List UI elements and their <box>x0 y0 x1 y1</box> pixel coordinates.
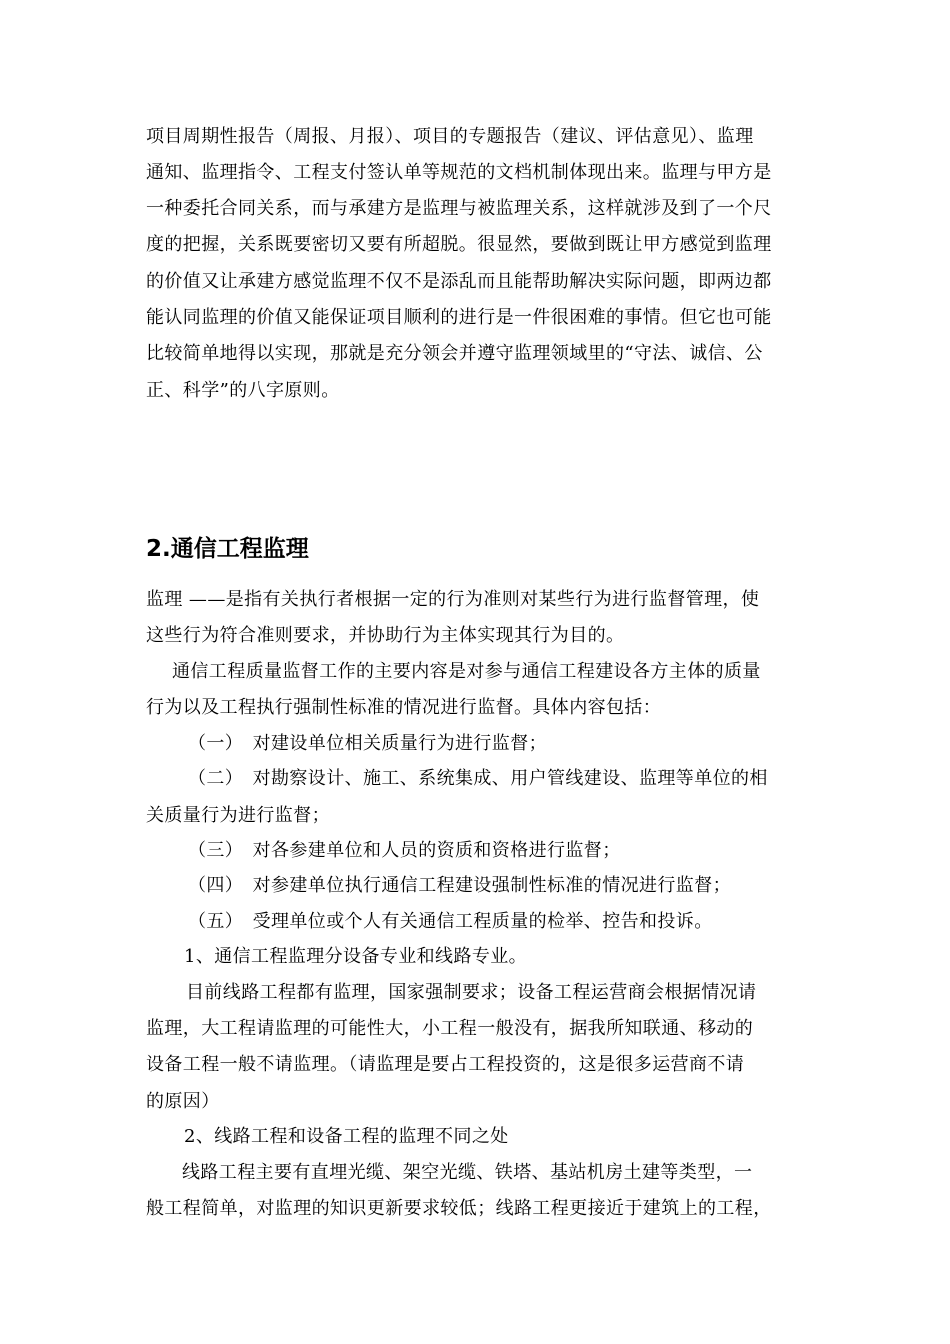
paragraph-line: 关质量行为进行监督； <box>146 805 330 826</box>
paragraph-line: 项目周期性报告（周报、月报）、项目的专题报告（建议、评估意见）、监理 <box>146 126 754 147</box>
paragraph-line: 的原因） <box>146 1091 220 1112</box>
paragraph-line: 监理，大工程请监理的可能性大，小工程一般没有，据我所知联通、移动的 <box>146 1018 754 1039</box>
paragraph-line: 能认同监理的价值又能保证项目顺利的进行是一件很困难的事情。但它也可能 <box>146 307 772 328</box>
paragraph-line: 行为以及工程执行强制性标准的情况进行监督。具体内容包括： <box>146 697 662 718</box>
paragraph-line: 度的把握，关系既要密切又要有所超脱。很显然，要做到既让甲方感觉到监理 <box>146 234 772 255</box>
paragraph-line: 通信工程质量监督工作的主要内容是对参与通信工程建设各方主体的质量 <box>172 661 761 682</box>
list-item: （四） 对参建单位执行通信工程建设强制性标准的情况进行监督； <box>188 875 731 896</box>
paragraph-line: 监理 ——是指有关执行者根据一定的行为准则对某些行为进行监督管理，使 <box>146 589 760 610</box>
section-heading: 2.通信工程监理 <box>146 536 309 562</box>
paragraph-line: 设备工程一般不请监理。（请监理是要占工程投资的，这是很多运营商不请 <box>146 1054 745 1075</box>
paragraph-line: 这些行为符合准则要求，并协助行为主体实现其行为目的。 <box>146 625 625 646</box>
numbered-item: 1、通信工程监理分设备专业和线路专业。 <box>184 946 528 967</box>
paragraph-line: 比较简单地得以实现，那就是充分领会并遵守监理领域里的“守法、诚信、公 <box>146 343 763 364</box>
list-item: （三） 对各参建单位和人员的资质和资格进行监督； <box>188 840 621 861</box>
paragraph-line: 正、科学”的八字原则。 <box>146 380 340 401</box>
paragraph-line: 般工程简单，对监理的知识更新要求较低；线路工程更接近于建筑上的工程， <box>146 1198 772 1219</box>
paragraph-line: 通知、监理指令、工程支付签认单等规范的文档机制体现出来。监理与甲方是 <box>146 162 772 183</box>
paragraph-line: 目前线路工程都有监理，国家强制要求；设备工程运营商会根据情况请 <box>186 982 757 1003</box>
list-item: （一） 对建设单位相关质量行为进行监督； <box>188 733 547 754</box>
paragraph-line: 一种委托合同关系，而与承建方是监理与被监理关系，这样就涉及到了一个尺 <box>146 198 772 219</box>
list-item: （五） 受理单位或个人有关通信工程质量的检举、控告和投诉。 <box>188 911 713 932</box>
list-item: （二） 对勘察设计、施工、系统集成、用户管线建设、监理等单位的相 <box>188 768 768 789</box>
numbered-item: 2、线路工程和设备工程的监理不同之处 <box>184 1126 509 1147</box>
paragraph-line: 的价值又让承建方感觉监理不仅不是添乱而且能帮助解决实际问题，即两边都 <box>146 271 772 292</box>
paragraph-line: 线路工程主要有直埋光缆、架空光缆、铁塔、基站机房土建等类型，一 <box>182 1162 753 1183</box>
